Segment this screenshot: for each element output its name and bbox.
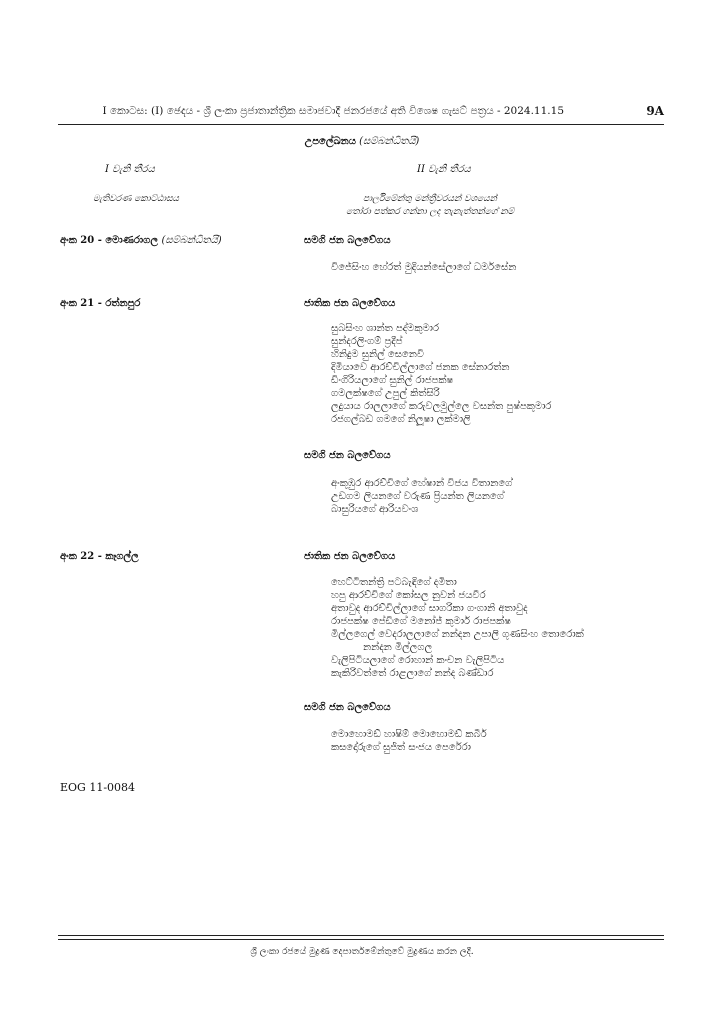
district-label [60,235,222,246]
member-name: හිනිදුම සුනිල් සෙනෙවි [331,349,425,360]
footer-rule-thin [58,939,664,940]
column-1-title: I වැනි තීරය [105,164,155,175]
party-name: සමගි ජන බලවේගය [304,235,391,246]
party-name: ජාතික ජන බලවේගය [304,298,396,309]
member-list [331,477,512,516]
section-heading [0,136,724,147]
member-name: කසදෝරුගේ සුජිත් සංජය පෙරේරා [331,742,471,753]
header-rule [58,124,664,125]
member-list [331,728,487,754]
member-name: රාජපක්ෂ පේඩිගේ මනෝජ් කුමාර් රාජපක්ෂ [331,616,512,627]
column-2-subtitle-line-1: පාර්ලිමේන්තු මන්ත්‍රීවරයන් වශයෙන් [363,194,497,204]
column-2-subtitle-line-2: තෝරා පත්කර ගන්නා ලද තැනැත්තන්ගේ නම් [345,207,515,217]
member-name: වැලිපිටියලාගේ රොහාන් කංචන වැලිපිටිය [331,655,505,666]
section-title: උපලේඛනය [304,136,356,147]
gazette-header-text: I කොටස: (I) ඡෙදය - ශ්‍රී ලංකා ප්‍රජාතාන්ත්‍රික සමාජවාදී ජනරජයේ අති විශෙෂ ගැසට් පත්‍රය - 2024.11.15 [102,105,564,117]
member-list [331,322,551,426]
party-name: සමගි ජන බලවේගය [304,450,391,461]
member-name: සුබසිංහ ශාන්ත පද්මකුමාර [331,323,440,334]
member-name: රජගල්බඩ ගමගේ නිලූෂා ලක්මාලි [331,414,471,425]
member-name: කැකිරිවත්තේ රාළලාගේ නන්ද බණ්ඩාර [331,668,494,679]
printer-footer: ශ්‍රී ලංකා රජයේ මුද්‍රණ දෙපාර්තමේන්තුවේ මුද්‍රණය කරන ලදී. [250,947,474,957]
party-name: ජාතික ජන බලවේගය [304,551,396,562]
member-name: බාසුරියගේ ආරියවංශ [331,504,419,515]
member-name: හපු ආරච්චිගේ කෝසල නුවන් ජයවීර [331,590,486,601]
member-name: දිමියාවෙ ආරච්චිල්ලාගේ ජනක සේනාරත්න [331,362,510,373]
member-name: විජේසිංහ හේරත් මුදියන්සේලාගේ ධර්මසේන [331,262,517,273]
member-name: ගමලක්ෂගේ උපුල් කිත්සිරි [331,388,440,399]
district-label: අංක 22 - කෑගල්ල [60,551,139,562]
member-name: සුන්දරලිංගම් ප්‍රදීප් [331,336,403,347]
party-name: සමගි ජන බලවේගය [304,702,391,713]
member-name: ලදුයාය රාලලාගේ කරුවලමුල්ලෙ වසන්ත පුෂ්පකුමාර [331,401,552,412]
member-list [331,576,584,680]
column-1-subtitle: මැතිවරණ කොට්ඨාසය [93,194,180,204]
member-name: ඩිංගිරියලාගේ සුනිල් රාජපක්ෂ [331,375,454,386]
member-name: අතාවුද ආරච්චිල්ලාගේ සාගරිකා ගංගානි අතාවුද [331,603,528,614]
member-name: මිල්ලගෙල් වෙදරාලලාගේ නන්දන උපාලි ගුණසිංහ තොරොක් [331,629,584,640]
reference-code: EOG 11-0084 [60,781,136,794]
district-name: අංක 20 - මොණරාගල [60,235,158,246]
member-name: අංකුඹුර ආරච්චිගේ හේෂාන් විජය විතානගේ [331,478,513,489]
page-number: 9A [646,104,664,118]
member-name-continuation: නන්දන මිල්ලගල [363,642,433,653]
page-header [60,105,664,123]
district-label: අංක 21 - රත්නපුර [60,298,141,309]
column-2-title: II වැනි තීරය [417,164,471,175]
member-list [331,261,516,274]
member-name: උඩගම ලියනගේ වරුණ ප්‍රියන්ත ලියනගේ [331,491,504,502]
footer-rule [58,935,664,936]
member-name: හෙට්ටිතන්ත්‍රි පටබැඳිගේ දමිතා [331,577,457,588]
member-name: මොහොමඩ් හාෂිම් මොහොමඩ් කබීර් [331,729,487,740]
district-suffix: (සම්බන්ධිතයි) [161,235,222,246]
section-title-suffix: (සම්බන්ධිතයි) [359,136,420,147]
